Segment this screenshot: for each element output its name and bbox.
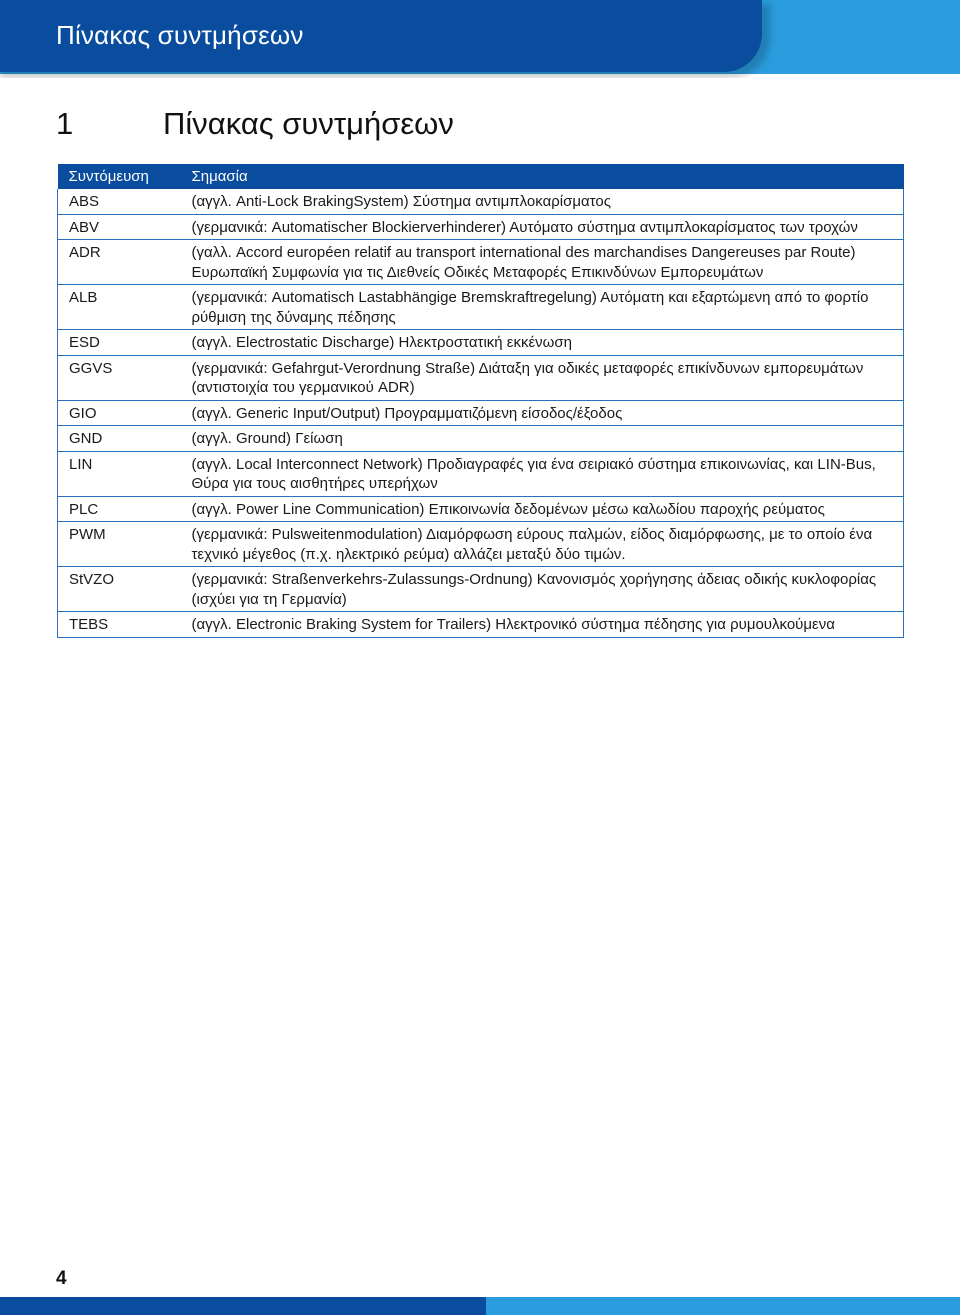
meaning-cell: (αγγλ. Local Interconnect Network) Προδιαγραφές για ένα σειριακό σύστημα επικοινωνίας, και LIN-Bus, Θύρα για τους αισθητήρες υπερήχων: [181, 451, 904, 496]
section-title: Πίνακας συντμήσεων: [163, 106, 454, 141]
abbreviation-cell: GND: [58, 426, 181, 452]
table-row: [58, 496, 904, 522]
meaning-cell: (αγγλ. Generic Input/Output) Προγραμματιζόμενη είσοδος/έξοδος: [181, 400, 904, 426]
abbreviation-cell: TEBS: [58, 612, 181, 638]
abbreviation-cell: PWM: [58, 522, 181, 567]
abbreviation-cell: GIO: [58, 400, 181, 426]
column-header-meaning: Σημασία: [181, 164, 904, 189]
abbreviation-cell: ABS: [58, 189, 181, 214]
header-banner: [0, 0, 960, 78]
abbreviation-cell: PLC: [58, 496, 181, 522]
meaning-cell: (αγγλ. Ground) Γείωση: [181, 426, 904, 452]
column-header-abbreviation: Συντόμευση: [58, 164, 181, 189]
abbreviation-cell: ADR: [58, 240, 181, 285]
abbreviation-cell: LIN: [58, 451, 181, 496]
meaning-cell: (γερμανικά: Pulsweitenmodulation) Διαμόρφωση εύρους παλμών, είδος διαμόρφωσης, με το οποίο ένα τεχνικό μέγεθος (π.χ. ηλεκτρικό ρεύμα) αλλάζει μεταξύ δύο τιμών.: [181, 522, 904, 567]
abbreviation-cell: ABV: [58, 214, 181, 240]
table-row: [58, 189, 904, 214]
abbreviations-table: [57, 164, 904, 638]
table-row: [58, 330, 904, 356]
table-row: [58, 567, 904, 612]
running-header-title: Πίνακας συντμήσεων: [56, 20, 304, 50]
page-number: 4: [56, 1268, 67, 1289]
table-row: [58, 426, 904, 452]
footer-band-light: [486, 1297, 960, 1315]
meaning-cell: (γερμανικά: Gefahrgut-Verordnung Straße) Διάταξη για οδικές μεταφορές επικίνδυνων εμπορευμάτων (αντιστοιχία του γερμανικού ADR): [181, 355, 904, 400]
meaning-cell: (γαλλ. Accord européen relatif au transport international des marchandises Dangereuses par Route) Ευρωπαϊκή Συμφωνία για τις Διεθνείς Οδικές Μεταφορές Επικινδύνων Εμπορευμάτων: [181, 240, 904, 285]
table-row: [58, 214, 904, 240]
meaning-cell: (γερμανικά: Straßenverkehrs-Zulassungs-Ordnung) Κανονισμός χορήγησης άδειας οδικής κυκλοφορίας (ισχύει για τη Γερμανία): [181, 567, 904, 612]
table-row: [58, 240, 904, 285]
table-header-row: [58, 164, 904, 189]
table-row: [58, 285, 904, 330]
abbreviation-cell: ESD: [58, 330, 181, 356]
meaning-cell: (αγγλ. Electrostatic Discharge) Ηλεκτροστατική εκκένωση: [181, 330, 904, 356]
section-number: 1: [56, 106, 74, 141]
meaning-cell: (γερμανικά: Automatischer Blockierverhinderer) Αυτόματο σύστημα αντιμπλοκαρίσματος των τροχών: [181, 214, 904, 240]
abbreviation-cell: ALB: [58, 285, 181, 330]
table-row: [58, 522, 904, 567]
abbreviation-cell: StVZO: [58, 567, 181, 612]
meaning-cell: (αγγλ. Anti-Lock BrakingSystem) Σύστημα αντιμπλοκαρίσματος: [181, 189, 904, 214]
abbreviation-cell: GGVS: [58, 355, 181, 400]
footer-band-dark: [0, 1297, 486, 1315]
table-row: [58, 451, 904, 496]
meaning-cell: (αγγλ. Power Line Communication) Επικοινωνία δεδομένων μέσω καλωδίου παροχής ρεύματος: [181, 496, 904, 522]
meaning-cell: (αγγλ. Electronic Braking System for Trailers) Ηλεκτρονικό σύστημα πέδησης για ρυμουλκούμενα: [181, 612, 904, 638]
meaning-cell: (γερμανικά: Automatisch Lastabhängige Bremskraftregelung) Αυτόματη και εξαρτώμενη από το φορτίο ρύθμιση της δύναμης πέδησης: [181, 285, 904, 330]
table-row: [58, 612, 904, 638]
table-row: [58, 355, 904, 400]
table-row: [58, 400, 904, 426]
